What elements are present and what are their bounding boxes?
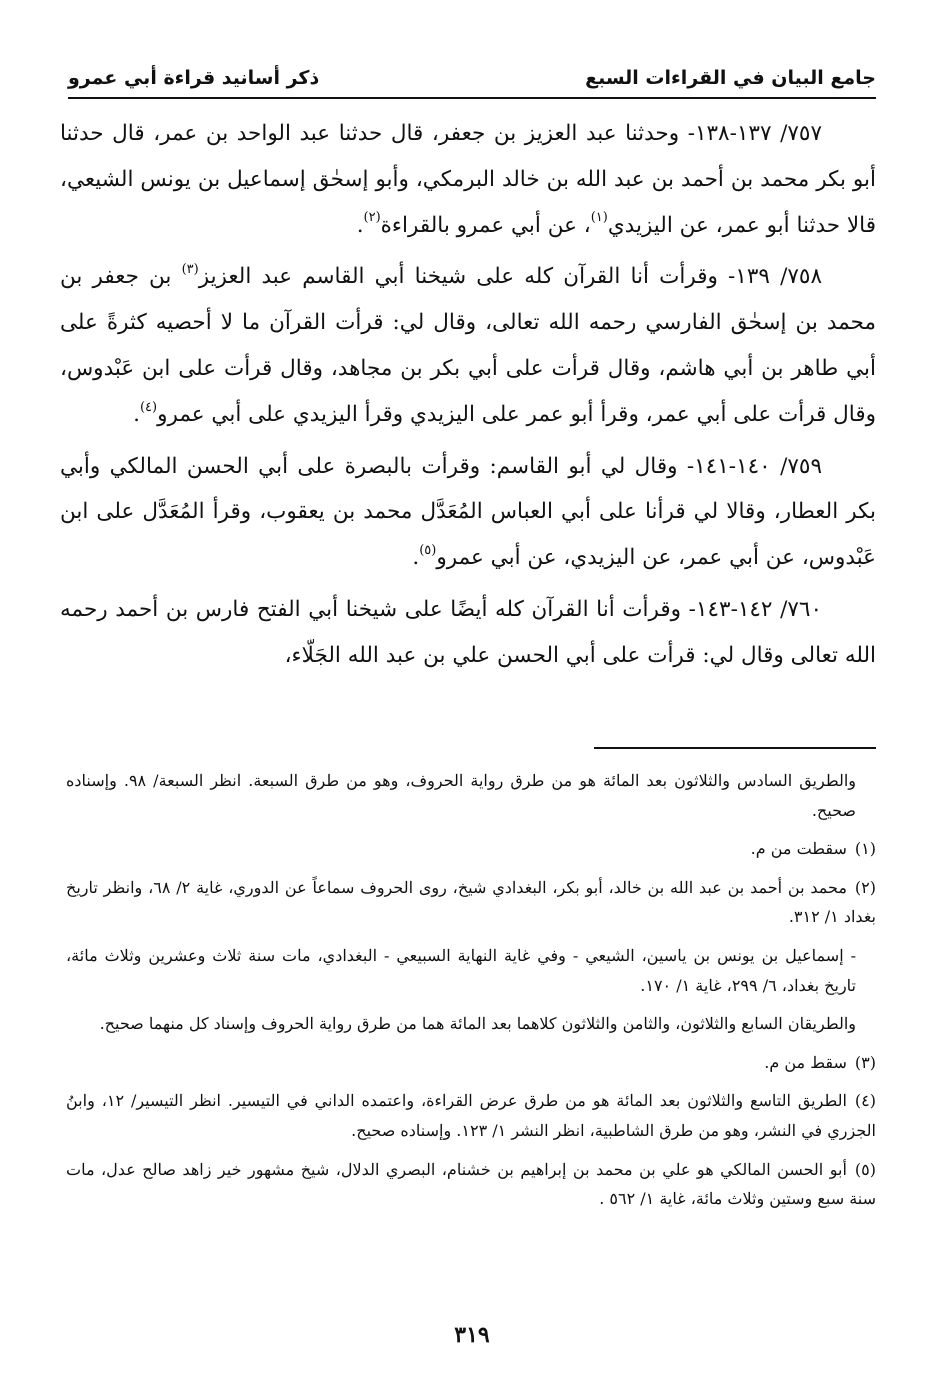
header-divider <box>68 97 876 99</box>
footnote-2-note: - إسماعيل بن يونس بن ياسين، الشيعي - وفي غاية النهاية السبيعي - البغدادي، مات سنة ثلاث وعشرين وثلاث مائة، تاريخ بغداد، ٦/ ٢٩٩، غاية ١/ ١٧٠. <box>66 945 856 995</box>
footnote-divider <box>594 747 876 749</box>
paragraph-757 <box>60 111 876 248</box>
paragraph-text: وحدثنا عبد العزيز بن جعفر، قال حدثنا عبد الواحد بن عمر، قال حدثنا أبو بكر محمد بن أحمد بن عبد الله بن خالد البرمكي، وأبو إسحٰق إسماعيل بن يونس الشيعي، قالا حدثنا أبو عمر، عن اليزيدي <box>60 121 876 238</box>
footnote-continuation: والطريق السادس والثلاثون بعد المائة هو من طرق رواية الحروف، وهو من طرق السبعة. انظر السبعة/ ٩٨. وإسناده صحيح. <box>66 771 857 820</box>
footnote-number: (٤) <box>854 1091 877 1111</box>
paragraph-text: . <box>356 212 364 238</box>
paragraph-reference: ٧٥٩/ ١٤٠-١٤١- <box>686 453 822 479</box>
paragraph-reference: ٧٥٧/ ١٣٧-١٣٨- <box>687 121 823 146</box>
footnotes <box>66 766 876 1223</box>
paragraph-text: ، عن أبي عمرو بالقراءة <box>380 212 591 238</box>
paragraph-759 <box>60 444 876 581</box>
footnote-marker: (٥) <box>419 543 437 559</box>
footnote-marker: (٤) <box>139 399 158 415</box>
footnote-3 <box>66 1048 876 1078</box>
footnote-5 <box>66 1155 876 1214</box>
footnote-2-note: والطريقان السابع والثلاثون، والثامن والثلاثون كلاهما بعد المائة هما من طرق رواية الحروف وإسناد كل منهما صحيح. <box>99 1014 856 1034</box>
footnote-text: سقط من م. <box>764 1052 847 1072</box>
paragraph-760 <box>60 587 876 679</box>
paragraph-text: وقال لي أبو القاسم: وقرأت بالبصرة على أبي الحسن المالكي وأبي بكر العطار، وقالا لي قرأنا على أبي العباس المُعَدَّل محمد بن يعقوب، وقرأ المُعَدَّل على ابن عَبْدوس، عن أبي عمر، عن اليزيدي، عن أبي عمرو <box>60 453 876 571</box>
footnote-marker: (٣) <box>181 262 199 278</box>
footnote-marker: (١) <box>590 210 608 226</box>
paragraph-reference: ٧٦٠/ ١٤٢-١٤٣- <box>688 596 822 622</box>
footnote-text: سقطت من م. <box>750 839 847 859</box>
footnote-2 <box>66 873 876 932</box>
book-title: جامع البيان في القراءات السبع <box>585 67 876 89</box>
running-header <box>68 52 876 92</box>
paragraph-text: وقرأت أنا القرآن كله أيضًا على شيخنا أبي الفتح فارس بن أحمد رحمه الله تعالى وقال لي: قرأت على أبي الحسن علي بن عبد الله الجَلّاء، <box>60 596 876 668</box>
paragraph-text: بن جعفر بن محمد بن إسحٰق الفارسي رحمه الله تعالى، وقال لي: قرأت القرآن ما لا أحصيه كثرةً على أبي طاهر بن أبي هاشم، وقال قرأت على أبي بكر بن مجاهد، وقال قرأت على ابن عَبْدوس، وقال قرأت على أبي عمر، وقرأ أبو عمر على اليزيدي وقرأ اليزيدي على أبي عمرو <box>60 264 876 427</box>
footnote-text: محمد بن أحمد بن عبد الله بن خالد، أبو بكر، البغدادي شيخ، روى الحروف سماعاً عن الدوري، غاية ٢/ ٦٨، وانظر تاريخ بغداد ١/ ٣١٢. <box>66 877 876 927</box>
footnote-number: (٥) <box>854 1159 876 1179</box>
footnote-4 <box>66 1086 876 1145</box>
footnote-text: الطريق التاسع والثلاثون بعد المائة هو من طرق عرض القراءة، واعتمده الداني في التيسير. انظر التيسير/ ١٢، وابنُ الجزري في النشر، وهو من طرق الشاطبية، انظر النشر ١/ ١٢٣. وإسناده صحيح. <box>66 1091 876 1140</box>
main-text <box>60 111 876 685</box>
paragraph-758 <box>60 254 876 437</box>
footnote-number: (٢) <box>854 877 877 897</box>
paragraph-text: . <box>412 545 420 571</box>
footnote-1 <box>66 834 876 864</box>
paragraph-text: وقرأت أنا القرآن كله على شيخنا أبي القاسم عبد العزيز <box>198 264 729 290</box>
page-number: ٣١٩ <box>454 1322 490 1348</box>
footnote-number: (٣) <box>854 1052 876 1072</box>
footnote-text: أبو الحسن المالكي هو علي بن محمد بن إبراهيم بن خشنام، البصري الدلال، شيخ مشهور خير زاهد صالح عدل، مات سنة سبع وستين وثلاث مائة، غاية ١/ ٥٦٢ . <box>66 1159 876 1209</box>
footnote-marker: (٢) <box>363 210 381 226</box>
paragraph-reference: ٧٥٨/ ١٣٩- <box>728 264 823 290</box>
paragraph-text: . <box>133 401 140 427</box>
footnote-number: (١) <box>854 839 876 859</box>
section-title: ذكر أسانيد قراءة أبي عمرو <box>68 67 320 89</box>
